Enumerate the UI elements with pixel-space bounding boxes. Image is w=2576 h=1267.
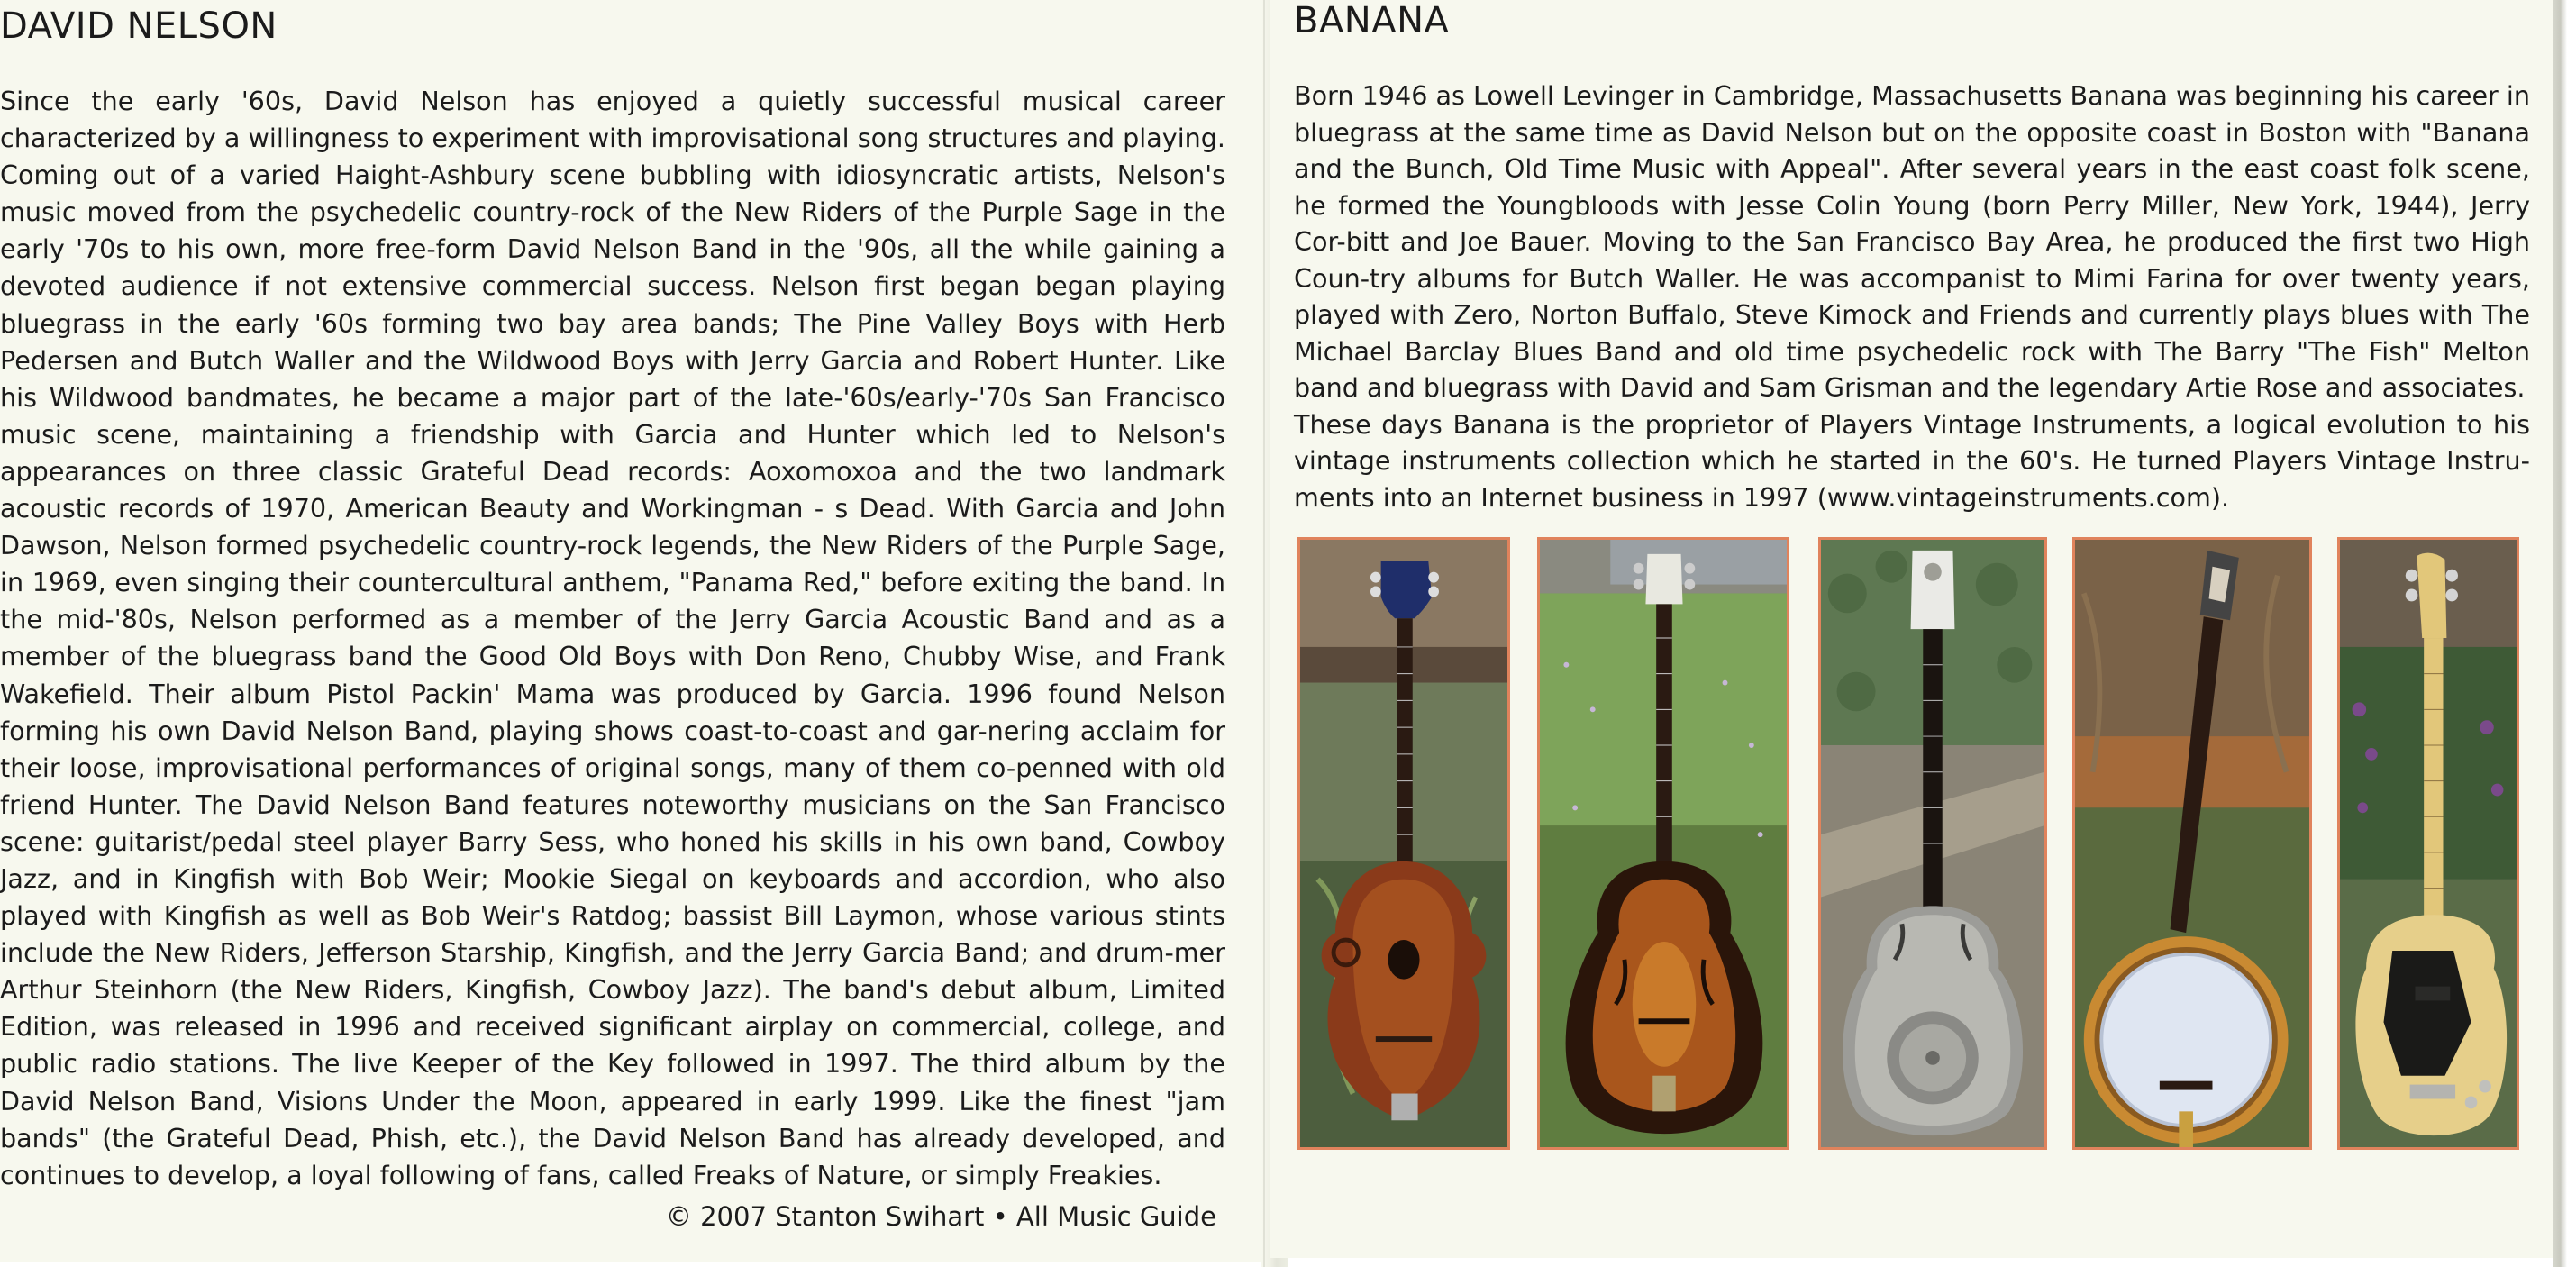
resonator-guitar-icon <box>1821 540 2044 1147</box>
electric-bass-icon <box>2340 540 2517 1147</box>
page-title-banana: BANANA <box>1294 0 1450 41</box>
resonator-guitar-photo <box>1818 537 2047 1150</box>
spine-fold-line <box>1263 0 1265 1267</box>
banjo-icon <box>2075 540 2309 1147</box>
mandolin-photo <box>1297 537 1510 1150</box>
archtop-guitar-icon <box>1540 540 1787 1147</box>
banjo-photo <box>2072 537 2312 1150</box>
mandolin-icon <box>1300 540 1507 1147</box>
page-edge-shadow <box>2553 0 2576 1267</box>
david-nelson-biography: Since the early '60s, David Nelson has enjoyed a quietly successful musical career characterized by a willingness to experiment with improvisational song structures and playing. Coming out of a varied Haight-Ashbury scene bubbling with idiosyncratic artists, Nelson's music moved from the psychedelic country-rock of the New Riders of the Purple Sage in the early '70s to his own, more free-form David Nelson Band in the '90s, all the while gaining a devoted audience if not extensive commercial success. Nelson first began began playing bluegrass in the early '60s forming two bay area bands; The Pine Valley Boys with Herb Pedersen and Butch Waller and the Wildwood Boys with Jerry Garcia and Robert Hunter. Like his Wildwood bandmates, he became a major part of the late-'60s/early-'70s San Francisco music scene, maintaining a friendship with Garcia and Hunter which led to Nelson's appearances on three classic Grateful Dead records: Aoxomoxoa and the two landmark acoustic records of 1970, American Beauty and Workingman - s Dead. With Garcia and John Dawson, Nelson formed psychedelic country-rock legends, the New Riders of the Purple Sage, in 1969, even singing their countercultural anthem, "Panama Red," before exiting the band. In the mid-'80s, Nelson performed as a member of the Jerry Garcia Acoustic Band and as a member of the bluegrass band the Good Old Boys with Don Reno, Chubby Wise, and Frank Wakefield. Their album Pistol Packin' Mama was produced by Garcia. 1996 found Nelson forming his own David Nelson Band, playing shows coast-to-coast and gar-nering acclaim for their loose, improvisational performances of original songs, many of them co-penned with old friend Hunter. The David Nelson Band features noteworthy musicians on the San Francisco scene: guitarist/pedal steel player Barry Sess, who honed his skills in his own band, Cowboy Jazz, and in Kingfish with Bob Weir; Mookie Siegal on keyboards and accordion, who also played with Kingfish as well as Bob Weir's Ratdog; bassist Bill Laymon, whose various stints include the New Riders, Jefferson Starship, Kingfish, and the Jerry Garcia Band; and drum-mer Arthur Steinhorn (the New Riders, Kingfish, Cowboy Jazz). The band's debut album, Limited Edition, was released in 1996 and received significant airplay on commercial, college, and public radio stations. The live Keeper of the Key followed in 1997. The third album by the David Nelson Band, Visions Under the Moon, appeared in early 1999. Like the finest "jam bands" (the Grateful Dead, Phish, etc.), the David Nelson Band has already developed, and continues to develop, a loyal following of fans, called Freaks of Nature, or simply Freakies. <box>0 86 1225 1190</box>
banana-paragraph-2: These days Banana is the proprietor of Players Vintage Instruments, a logical evolution to his vintage instruments collection which he started in the 60's. He turned Players Vintage Instru-ments into an Internet business in 1997 (www.vintageinstruments.com). <box>1294 408 2530 513</box>
banana-paragraph-1: Born 1946 as Lowell Levinger in Cambridge, Massachusetts Banana was beginning his career in bluegrass at the same time as David Nelson but on the opposite coast in Boston with "Banana and the Bunch, Old Time Music with Appeal". After several years in the east coast folk scene, he formed the Youngbloods with Jesse Colin Young (born Perry Miller, New York, 1944), Jerry Cor-bitt and Joe Bauer. Moving to the San Francisco Bay Area, he produced the first two High Coun-try albums for Butch Waller. He was accompanist to Mimi Farina for over twenty years, played with Zero, Norton Buffalo, Steve Kimock and Friends and currently plays blues with The Michael Barclay Blues Band and old time psychedelic rock with The Barry "The Fish" Melton band and bluegrass with David and Sam Grisman and the legendary Artie Rose and associates. <box>1294 80 2530 403</box>
archtop-guitar-photo <box>1537 537 1789 1150</box>
copyright-credit: © 2007 Stanton Swihart • All Music Guide <box>665 1201 1216 1232</box>
page-title-david-nelson: DAVID NELSON <box>0 5 278 47</box>
banana-biography <box>1294 77 2530 515</box>
electric-bass-photo <box>2337 537 2519 1150</box>
left-page <box>0 0 1261 1262</box>
